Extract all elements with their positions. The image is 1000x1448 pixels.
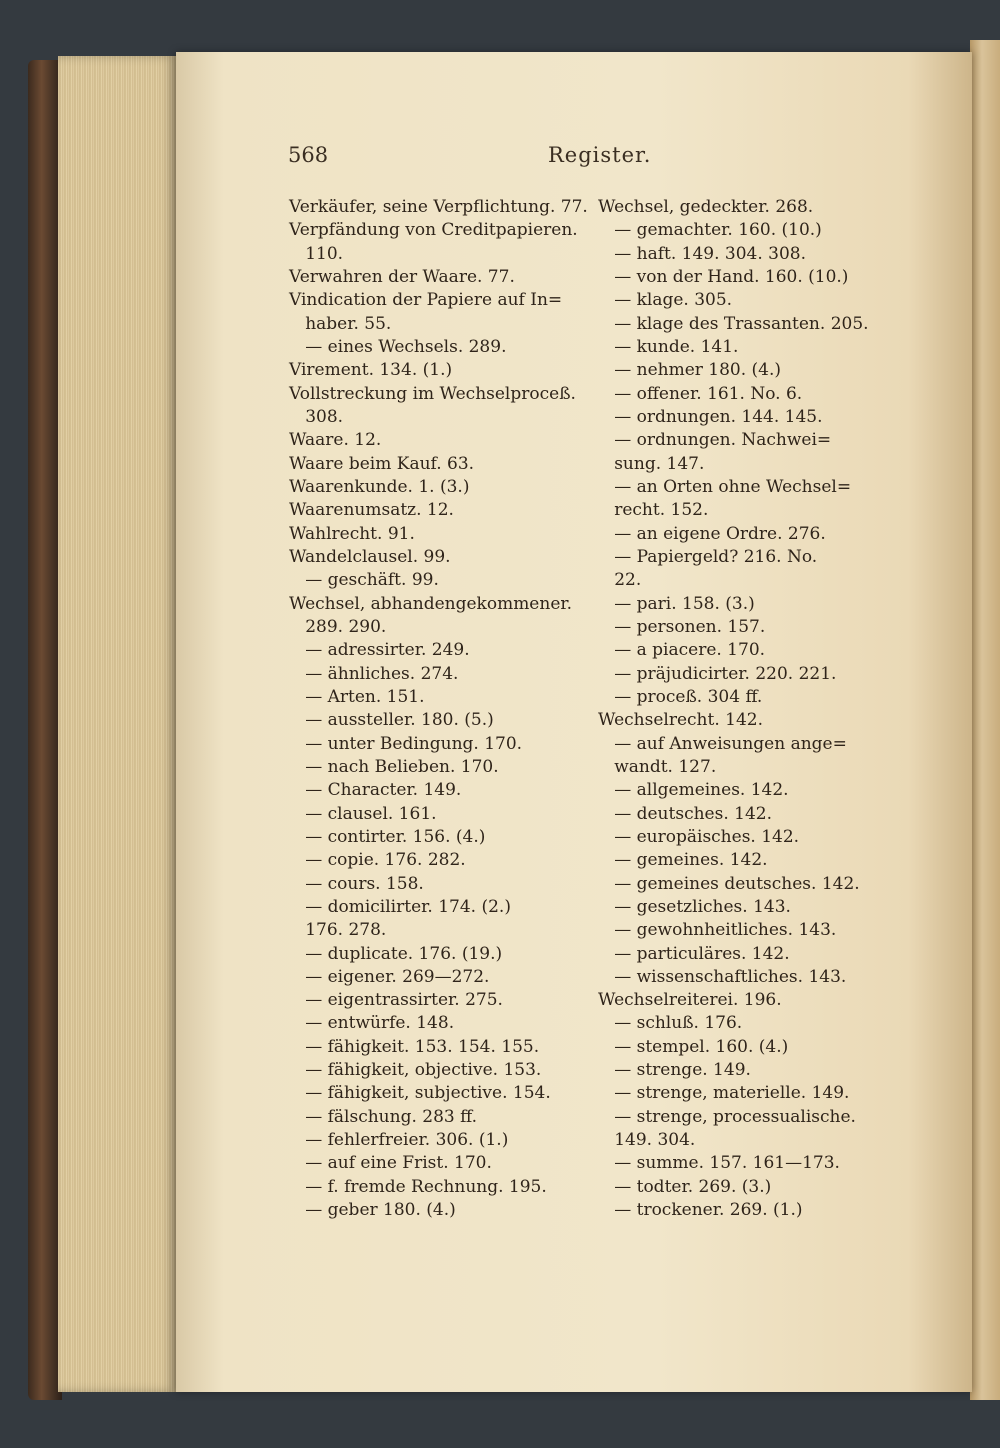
index-entry: — Arten. 151. bbox=[289, 686, 425, 707]
index-entry: Wechselrecht. 142. bbox=[598, 710, 763, 731]
index-entry: — personen. 157. bbox=[598, 616, 766, 637]
index-entry: — todter. 269. (3.) bbox=[598, 1176, 772, 1197]
index-entry: — clausel. 161. bbox=[289, 803, 437, 824]
index-entry: Vindication der Papiere auf In= bbox=[289, 290, 563, 311]
index-entry: — nehmer 180. (4.) bbox=[598, 360, 782, 381]
index-entry: 110. bbox=[289, 243, 344, 264]
index-entry: — schluß. 176. bbox=[598, 1013, 743, 1034]
index-entry: — offener. 161. No. 6. bbox=[598, 383, 803, 404]
index-entry: — an eigene Ordre. 276. bbox=[598, 523, 826, 544]
index-entry: Wahlrecht. 91. bbox=[289, 523, 415, 544]
index-entry: — summe. 157. 161—173. bbox=[598, 1153, 840, 1174]
index-entry: — kunde. 141. bbox=[598, 336, 739, 357]
index-entry: — geschäft. 99. bbox=[289, 570, 439, 591]
index-entry: — gemachter. 160. (10.) bbox=[598, 220, 822, 241]
index-entry: — gesetzliches. 143. bbox=[598, 896, 791, 917]
index-entry: — fälschung. 283 ff. bbox=[289, 1106, 477, 1127]
index-entry: Verkäufer, seine Verpflichtung. 77. bbox=[289, 197, 588, 217]
index-entry: 289. 290. bbox=[289, 616, 387, 637]
index-entry: — a piacere. 170. bbox=[598, 640, 766, 661]
facing-page-edge bbox=[970, 40, 1000, 1400]
index-entry: — deutsches. 142. bbox=[598, 803, 772, 824]
index-entry: 149. 304. bbox=[598, 1130, 696, 1151]
index-entry: Waare. 12. bbox=[289, 430, 382, 451]
index-entry: — geber 180. (4.) bbox=[289, 1200, 456, 1221]
index-entry: — ähnliches. 274. bbox=[289, 663, 459, 684]
index-entry: Waare beim Kauf. 63. bbox=[289, 453, 475, 474]
index-entry: — fähigkeit, objective. 153. bbox=[289, 1060, 542, 1081]
index-entry: — eigentrassirter. 275. bbox=[289, 990, 503, 1011]
index-entry: recht. 152. bbox=[598, 500, 709, 521]
index-entry: — eigener. 269—272. bbox=[289, 966, 490, 987]
book-spine bbox=[28, 60, 62, 1400]
index-entry: — trockener. 269. (1.) bbox=[598, 1200, 803, 1221]
index-entry: — Papiergeld? 216. No. bbox=[598, 546, 818, 567]
index-entry: — strenge, materielle. 149. bbox=[598, 1083, 850, 1104]
index-entry: — präjudicirter. 220. 221. bbox=[598, 663, 837, 684]
index-entry: Vollstreckung im Wechselproceß. bbox=[289, 383, 576, 404]
index-entry: 308. bbox=[289, 406, 344, 427]
index-entry: — fehlerfreier. 306. (1.) bbox=[289, 1130, 509, 1151]
index-entry: — domicilirter. 174. (2.) bbox=[289, 896, 511, 917]
index-entry: Wechsel, abhandengekommener. bbox=[289, 593, 573, 614]
index-entry: Virement. 134. (1.) bbox=[289, 360, 453, 381]
index-entry: — auf eine Frist. 170. bbox=[289, 1153, 492, 1174]
index-entry: — gemeines. 142. bbox=[598, 850, 768, 871]
index-entry: — fähigkeit. 153. 154. 155. bbox=[289, 1036, 540, 1057]
index-entry: — duplicate. 176. (19.) bbox=[289, 943, 503, 964]
index-column-right bbox=[598, 196, 898, 1222]
page-edges bbox=[58, 56, 176, 1392]
index-entry: wandt. 127. bbox=[598, 756, 717, 777]
index-entry: — adressirter. 249. bbox=[289, 640, 470, 661]
index-entry: Verwahren der Waare. 77. bbox=[289, 266, 515, 287]
index-entry: — klage. 305. bbox=[598, 290, 733, 311]
index-entry: — pari. 158. (3.) bbox=[598, 593, 755, 614]
index-entry: — cours. 158. bbox=[289, 873, 424, 894]
index-entry: — ordnungen. 144. 145. bbox=[598, 406, 823, 427]
page-number: 568 bbox=[288, 143, 329, 167]
index-entry: — klage des Trassanten. 205. bbox=[598, 313, 869, 334]
index-entry: — unter Bedingung. 170. bbox=[289, 733, 523, 754]
index-entry: — fähigkeit, subjective. 154. bbox=[289, 1083, 551, 1104]
index-entry: — proceß. 304 ff. bbox=[598, 686, 763, 707]
index-column-left bbox=[289, 196, 589, 1222]
index-entry: — auf Anweisungen ange= bbox=[598, 733, 847, 754]
index-entry: — contirter. 156. (4.) bbox=[289, 826, 486, 847]
index-entry: — eines Wechsels. 289. bbox=[289, 336, 507, 357]
index-entry: Wechsel, gedeckter. 268. bbox=[598, 197, 814, 217]
index-entry: — gewohnheitliches. 143. bbox=[598, 920, 837, 941]
index-entry: — gemeines deutsches. 142. bbox=[598, 873, 860, 894]
index-entry: sung. 147. bbox=[598, 453, 705, 474]
index-entry: 176. 278. bbox=[289, 920, 387, 941]
index-entry: — allgemeines. 142. bbox=[598, 780, 789, 801]
index-entry: — an Orten ohne Wechsel= bbox=[598, 476, 852, 497]
index-entry: Waarenkunde. 1. (3.) bbox=[289, 476, 470, 497]
index-entry: — Character. 149. bbox=[289, 780, 462, 801]
running-head: Register. bbox=[548, 143, 652, 167]
index-entry: — strenge, processualische. bbox=[598, 1106, 856, 1127]
index-entry: — copie. 176. 282. bbox=[289, 850, 466, 871]
index-entry: Wechselreiterei. 196. bbox=[598, 990, 782, 1011]
index-entry: — strenge. 149. bbox=[598, 1060, 751, 1081]
index-entry: haber. 55. bbox=[289, 313, 392, 334]
index-entry: Verpfändung von Creditpapieren. bbox=[289, 220, 578, 241]
index-entry: — aussteller. 180. (5.) bbox=[289, 710, 494, 731]
index-entry: Waarenumsatz. 12. bbox=[289, 500, 454, 521]
index-entry: Wandelclausel. 99. bbox=[289, 546, 451, 567]
index-entry: — particuläres. 142. bbox=[598, 943, 790, 964]
index-entry: — wissenschaftliches. 143. bbox=[598, 966, 847, 987]
index-entry: — entwürfe. 148. bbox=[289, 1013, 455, 1034]
index-entry: — nach Belieben. 170. bbox=[289, 756, 499, 777]
index-entry: — stempel. 160. (4.) bbox=[598, 1036, 789, 1057]
index-entry: 22. bbox=[598, 570, 642, 591]
index-entry: — von der Hand. 160. (10.) bbox=[598, 266, 849, 287]
index-entry: — ordnungen. Nachwei= bbox=[598, 430, 832, 451]
index-entry: — f. fremde Rechnung. 195. bbox=[289, 1176, 547, 1197]
index-entry: — haft. 149. 304. 308. bbox=[598, 243, 806, 264]
index-entry: — europäisches. 142. bbox=[598, 826, 800, 847]
